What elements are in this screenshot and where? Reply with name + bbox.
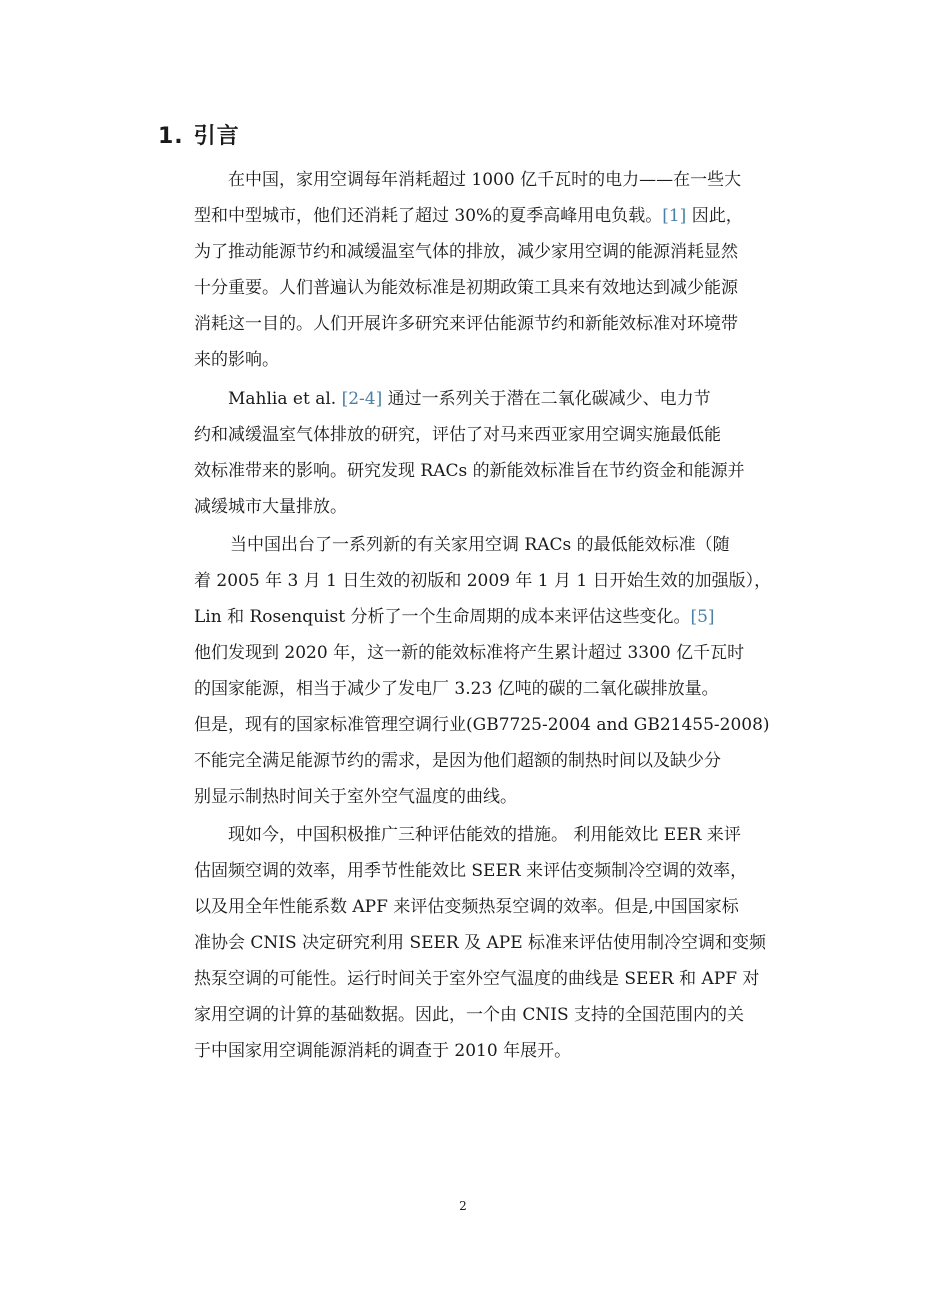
paragraph-line: 在中国，家用空调每年消耗超过 1000 亿千瓦时的电力——在一些大 xyxy=(228,170,742,190)
paragraph-line: 约和减缓温室气体排放的研究，评估了对马来西亚家用空调实施最低能 xyxy=(194,425,721,445)
line-text: 因此， xyxy=(686,206,743,226)
citation-link[interactable]: [2-4] xyxy=(341,389,383,409)
paragraph-line: 热泵空调的可能性。运行时间关于室外空气温度的曲线是 SEER 和 APF 对 xyxy=(194,969,760,989)
paragraph-line: 减缓城市大量排放。 xyxy=(194,497,347,517)
paragraph-line: 十分重要。人们普遍认为能效标准是初期政策工具来有效地达到减少能源 xyxy=(194,278,738,298)
citation-link[interactable]: [1] xyxy=(662,206,687,226)
paragraph-line: 的国家能源，相当于减少了发电厂 3.23 亿吨的碳的二氧化碳排放量。 xyxy=(194,679,719,699)
paragraph-line: 别显示制热时间关于室外空气温度的曲线。 xyxy=(194,787,517,807)
section-number: 1. xyxy=(158,124,184,149)
paragraph-line xyxy=(194,201,743,231)
paragraph-line: 他们发现到 2020 年，这一新的能效标准将产生累计超过 3300 亿千瓦时 xyxy=(194,643,745,663)
paragraph-line: 以及用全年性能系数 APF 来评估变频热泵空调的效率。但是,中国国家标 xyxy=(194,897,739,917)
paragraph-line: 于中国家用空调能源消耗的调查于 2010 年展开。 xyxy=(194,1041,572,1061)
line-text: 通过一系列关于潜在二氧化碳减少、电力节 xyxy=(382,389,711,409)
section-title: 引言 xyxy=(193,124,240,149)
paragraph-line: 着 2005 年 3 月 1 日生效的初版和 2009 年 1 月 1 日开始生效的加强版）， xyxy=(194,571,772,591)
paragraph-line: 不能完全满足能源节约的需求，是因为他们超额的制热时间以及缺少分 xyxy=(194,751,721,771)
paragraph-line: 为了推动能源节约和减缓温室气体的排放，减少家用空调的能源消耗显然 xyxy=(194,242,738,262)
paragraph-line: 来的影响。 xyxy=(194,350,279,370)
paragraph-line: 现如今，中国积极推广三种评估能效的措施。 利用能效比 EER 来评 xyxy=(228,825,741,845)
paragraph-line: 家用空调的计算的基础数据。因此，一个由 CNIS 支持的全国范围内的关 xyxy=(194,1005,745,1025)
paragraph-line: 效标准带来的影响。研究发现 RACs 的新能效标准旨在节约资金和能源并 xyxy=(194,461,745,481)
line-text: 型和中型城市，他们还消耗了超过 30%的夏季高峰用电负载。 xyxy=(194,206,663,226)
line-text: Mahlia et al. xyxy=(228,389,342,409)
page-number: 2 xyxy=(459,1199,467,1213)
paragraph-line: 但是，现有的国家标准管理空调行业(GB7725-2004 and GB21455-2008) xyxy=(194,715,770,735)
section-heading xyxy=(158,122,240,152)
paragraph-line: 当中国出台了一系列新的有关家用空调 RACs 的最低能效标准（随 xyxy=(230,535,730,555)
paragraph-line xyxy=(228,384,711,414)
paragraph-line: 准协会 CNIS 决定研究利用 SEER 及 APE 标准来评估使用制冷空调和变频 xyxy=(194,933,767,953)
paragraph-line: 消耗这一目的。人们开展许多研究来评估能源节约和新能效标准对环境带 xyxy=(194,314,738,334)
line-text: Lin 和 Rosenquist 分析了一个生命周期的成本来评估这些变化。 xyxy=(194,607,691,627)
citation-link[interactable]: [5] xyxy=(690,607,715,627)
paragraph-line: 估固频空调的效率，用季节性能效比 SEER 来评估变频制冷空调的效率， xyxy=(194,861,748,881)
paragraph-line xyxy=(194,602,715,632)
